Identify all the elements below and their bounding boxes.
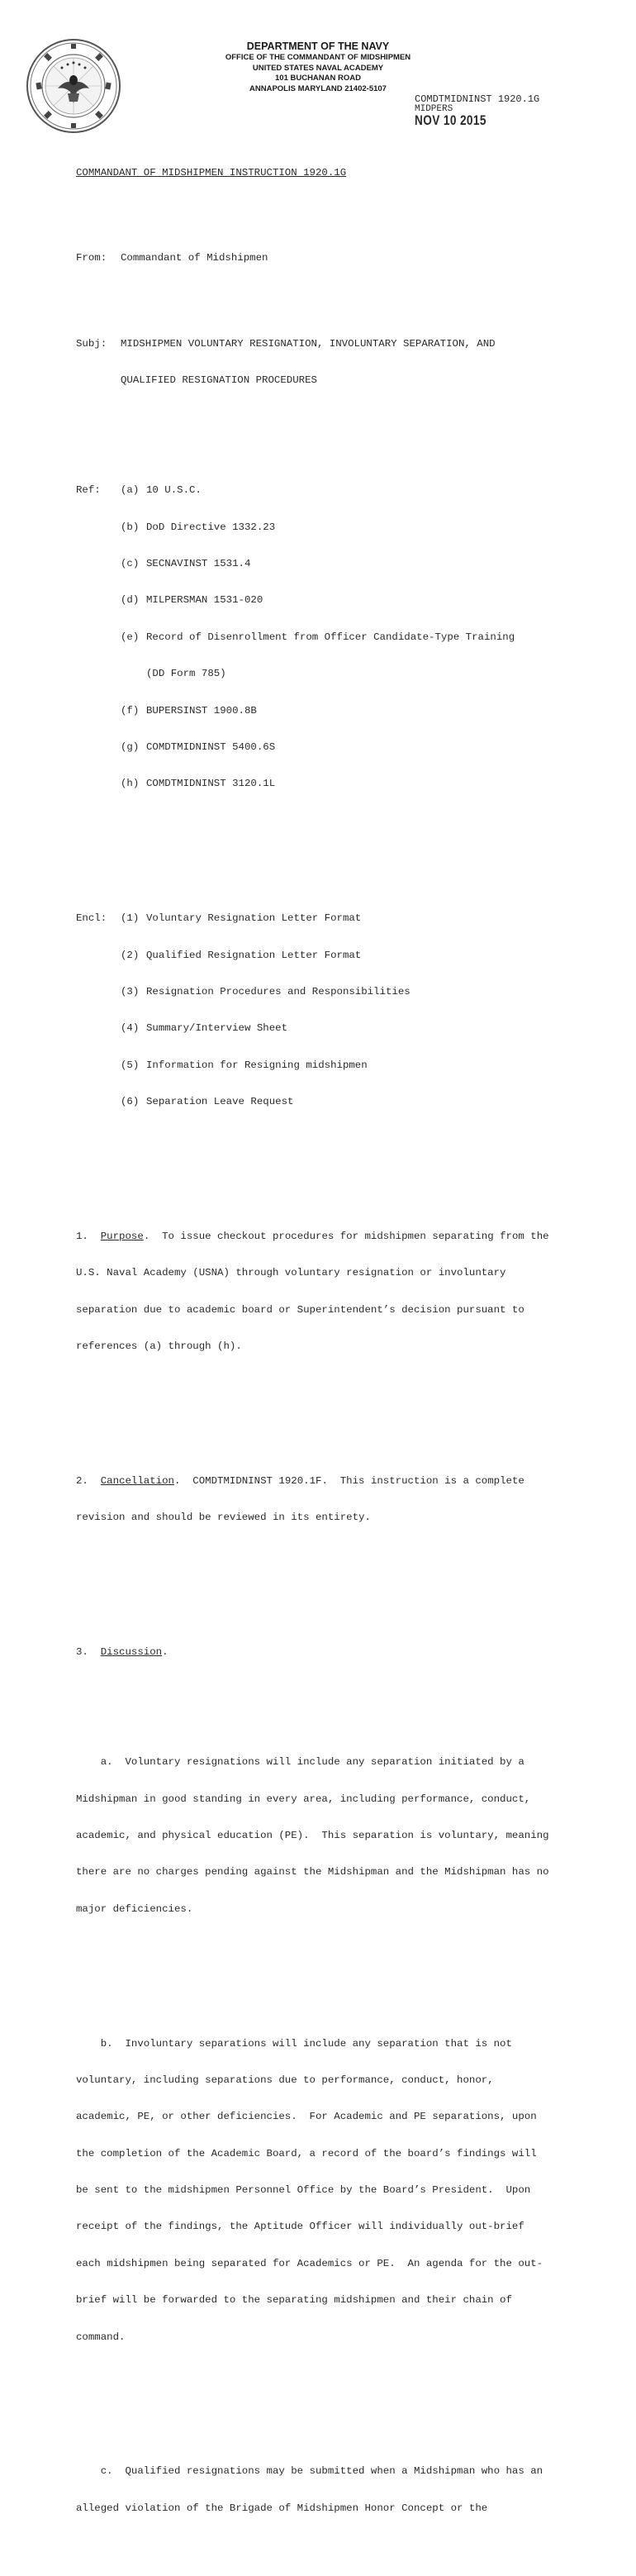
enclosure-item (76, 912, 572, 925)
paragraph-line: be sent to the midshipmen Personnel Office by the Board’s President. Upon (76, 2184, 531, 2197)
reference-id: (c) (121, 558, 140, 570)
letterhead (190, 40, 446, 94)
references-list (76, 460, 572, 815)
reference-text: 10 U.S.C. (146, 484, 202, 497)
paragraph-line: the completion of the Academic Board, a record of the board’s findings will (76, 2147, 537, 2159)
discussion-section (76, 1621, 572, 2563)
paragraph-line: academic, and physical education (PE). This separation is voluntary, meaning (76, 1829, 549, 1841)
enclosure-item (76, 950, 572, 962)
references-label: Ref: (76, 484, 101, 497)
paragraph-line: command. (76, 2331, 126, 2343)
reference-id: (e) (121, 631, 140, 643)
enclosure-text: Voluntary Resignation Letter Format (146, 912, 362, 925)
paragraph-line: c. Qualified resignations may be submitted when a Midshipman who has an (76, 2465, 543, 2478)
paragraph-line: there are no charges pending against the Midshipman and the Midshipman has no (76, 1866, 549, 1878)
reference-text: COMDTMIDNINST 5400.6S (146, 741, 276, 754)
reference-id: (g) (121, 741, 140, 754)
purpose-paragraph (76, 1206, 572, 1377)
enclosure-item (76, 986, 572, 998)
paragraph-line: alleged violation of the Brigade of Midshipmen Honor Concept or the (76, 2502, 488, 2514)
instruction-code: COMDTMIDNINST 1920.1G (415, 93, 540, 105)
reference-text: DoD Directive 1332.23 (146, 521, 276, 533)
section-number: 1. (76, 1230, 101, 1242)
enclosures-list (76, 888, 572, 1133)
paragraph-line: each midshipmen being separated for Academics or PE. An agenda for the out- (76, 2257, 543, 2269)
enclosure-text: Resignation Procedures and Responsibilities (146, 985, 411, 998)
city-address: ANNAPOLIS MARYLAND 21402-5107 (249, 83, 387, 93)
street-address: 101 BUCHANAN ROAD (275, 74, 361, 83)
reference-id: (f) (121, 704, 140, 717)
enclosure-item (76, 1059, 572, 1072)
subject-text-1: MIDSHIPMEN VOLUNTARY RESIGNATION, INVOLUNTARY SEPARATION, AND (121, 337, 496, 350)
purpose-heading: Purpose (100, 1230, 144, 1242)
paragraph-line: voluntary, including separations due to performance, conduct, honor, (76, 2074, 494, 2086)
subject-line-2 (76, 374, 572, 387)
enclosure-id: (1) (121, 912, 140, 925)
dod-seal (25, 37, 122, 135)
reference-text: Record of Disenrollment from Officer Candidate-Type Training (146, 631, 515, 643)
enclosures-label: Encl: (76, 912, 107, 925)
enclosure-text: Information for Resigning midshipmen (146, 1059, 368, 1071)
discussion-item-a (76, 1732, 572, 1940)
reference-item (76, 631, 572, 644)
reference-item (76, 484, 572, 497)
discussion-heading: Discussion (100, 1646, 163, 1659)
section-number: 2. (76, 1474, 101, 1487)
paragraph-line: Midshipman in good standing in every area, including performance, conduct, (76, 1793, 531, 1805)
reference-item (76, 741, 572, 754)
paragraph-line: major deficiencies. (76, 1902, 193, 1915)
reference-item (76, 558, 572, 570)
reference-id: (d) (121, 594, 140, 607)
enclosure-id: (4) (121, 1022, 140, 1035)
instruction-title: COMMANDANT OF MIDSHIPMEN INSTRUCTION 1920.1G (76, 166, 347, 179)
reference-text: BUPERSINST 1900.8B (146, 704, 257, 717)
discussion-item-b (76, 2013, 572, 2368)
document-body (76, 142, 572, 2576)
paragraph-line: . COMDTMIDNINST 1920.1F. This instruction is a complete (173, 1474, 524, 1487)
reference-item (76, 668, 572, 680)
issue-date-stamp: NOV 10 2015 (415, 112, 486, 128)
reference-item (76, 594, 572, 607)
reference-item (76, 778, 572, 790)
subject-label: Subj: (76, 337, 107, 350)
enclosure-id: (6) (121, 1096, 140, 1108)
enclosure-text: Qualified Resignation Letter Format (146, 949, 362, 961)
paragraph-line: separation due to academic board or Superintendent’s decision pursuant to (76, 1303, 524, 1316)
paragraph-line: a. Voluntary resignations will include any separation initiated by a (76, 1756, 524, 1769)
reference-block (415, 93, 539, 128)
section-number: 3. (76, 1646, 101, 1659)
enclosure-text: Separation Leave Request (146, 1096, 294, 1108)
reference-text: MILPERSMAN 1531-020 (146, 594, 263, 607)
reference-text: (DD Form 785) (146, 668, 226, 680)
paragraph-line: U.S. Naval Academy (USNA) through voluntary resignation or involuntary (76, 1267, 506, 1279)
department-name: DEPARTMENT OF THE NAVY (246, 40, 390, 52)
enclosure-text: Summary/Interview Sheet (146, 1022, 288, 1035)
paragraph-line: references (a) through (h). (76, 1340, 242, 1353)
paragraph-line: brief will be forwarded to the separating midshipmen and their chain of (76, 2294, 512, 2307)
paragraph-line: . To issue checkout procedures for midshipmen separating from the (143, 1230, 549, 1242)
reference-id: (a) (121, 484, 140, 497)
office-name: OFFICE OF THE COMMANDANT OF MIDSHIPMEN (225, 53, 411, 62)
from-label: From: (76, 252, 107, 264)
reference-id: (b) (121, 521, 140, 533)
enclosure-id: (2) (121, 949, 140, 961)
enclosure-id: (5) (121, 1059, 140, 1071)
heading-tail: . (162, 1646, 168, 1659)
paragraph-line: revision and should be reviewed in its entirety. (76, 1512, 371, 1524)
subject-text-2: QUALIFIED RESIGNATION PROCEDURES (121, 374, 317, 387)
paragraph-line: receipt of the findings, the Aptitude Officer will individually out-brief (76, 2221, 524, 2233)
enclosure-item (76, 1022, 572, 1035)
cancellation-heading: Cancellation (100, 1474, 174, 1487)
reference-item (76, 521, 572, 534)
reference-text: COMDTMIDNINST 3120.1L (146, 778, 276, 790)
reference-id (121, 668, 146, 680)
paragraph-line: academic, PE, or other deficiencies. For Academic and PE separations, upon (76, 2111, 537, 2123)
enclosure-item (76, 1096, 572, 1108)
cancellation-paragraph (76, 1450, 572, 1548)
discussion-item-c (76, 2441, 572, 2539)
reference-text: SECNAVINST 1531.4 (146, 558, 251, 570)
from-line (76, 252, 572, 264)
office-code: MIDPERS (415, 104, 453, 114)
paragraph-line: b. Involuntary separations will include any separation that is not (76, 2037, 512, 2050)
subject-line (76, 338, 572, 350)
enclosure-id: (3) (121, 985, 140, 998)
reference-id: (h) (121, 778, 140, 790)
reference-item (76, 705, 572, 717)
from-text: Commandant of Midshipmen (121, 252, 268, 264)
academy-name: UNITED STATES NAVAL ACADEMY (252, 63, 384, 73)
